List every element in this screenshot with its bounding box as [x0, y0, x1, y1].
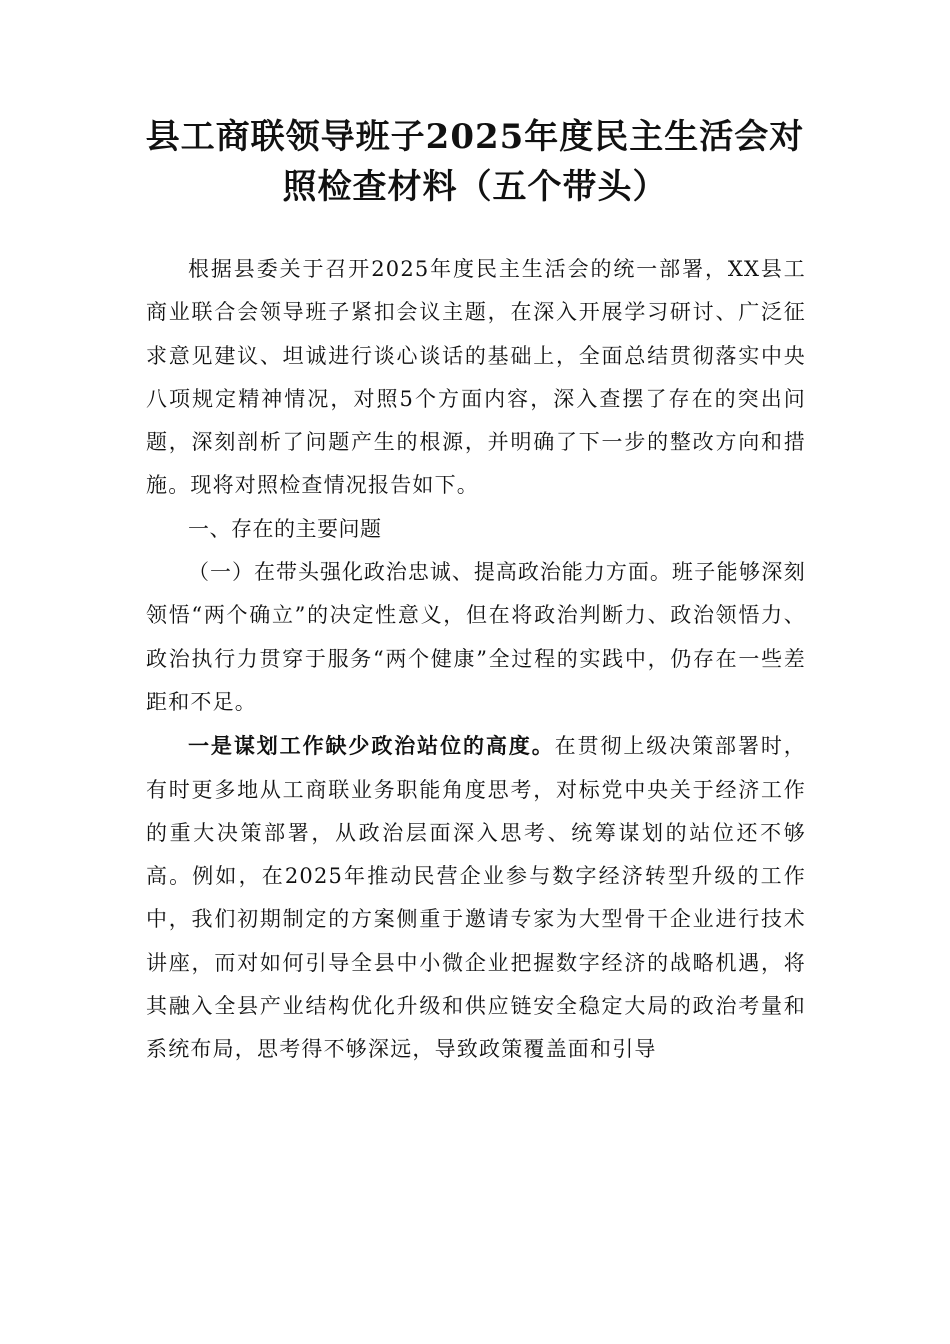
subsection-text: 班子能够深刻领悟“两个确立”的决定性意义，但在将政治判断力、政治领悟力、政治执行力贯穿于服务“两个健康”全过程的实践中，仍存在一些差距和不足。 — [146, 560, 806, 714]
subsection-heading: （一）在带头强化政治忠诚、提高政治能力方面。 — [188, 560, 672, 585]
subsection-paragraph — [146, 551, 806, 724]
title-line-1: 县工商联领导班子2025年度民主生活会对 — [145, 117, 805, 157]
document-body — [146, 248, 806, 1072]
section-heading: 一、存在的主要问题 — [188, 516, 382, 541]
point-heading: 一是谋划工作缺少政治站位的高度。 — [188, 733, 555, 759]
intro-paragraph: 根据县委关于召开2025年度民主生活会的统一部署，XX县工商业联合会领导班子紧扣会议主题，在深入开展学习研讨、广泛征求意见建议、坦诚进行谈心谈话的基础上，全面总结贯彻落实中央八项规定精神情况，对照5个方面内容，深入查摆了存在的突出问题，深刻剖析了问题产生的根源，并明确了下一步的整改方向和措施。现将对照检查情况报告如下。 — [146, 257, 806, 498]
point-paragraph — [146, 724, 806, 1071]
point-text: 在贯彻上级决策部署时，有时更多地从工商联业务职能角度思考，对标党中央关于经济工作的重大决策部署，从政治层面深入思考、统筹谋划的站位还不够高。例如，在2025年推动民营企业参与数字经济转型升级的工作中，我们初期制定的方案侧重于邀请专家为大型骨干企业进行技术讲座，而对如何引导全县中小微企业把握数字经济的战略机遇，将其融入全县产业结构优化升级和供应链安全稳定大局的政治考量和系统布局，思考得不够深远，导致政策覆盖面和引导 — [146, 734, 806, 1062]
title-line-2: 照检查材料（五个带头） — [282, 167, 668, 207]
document-title — [120, 112, 830, 212]
